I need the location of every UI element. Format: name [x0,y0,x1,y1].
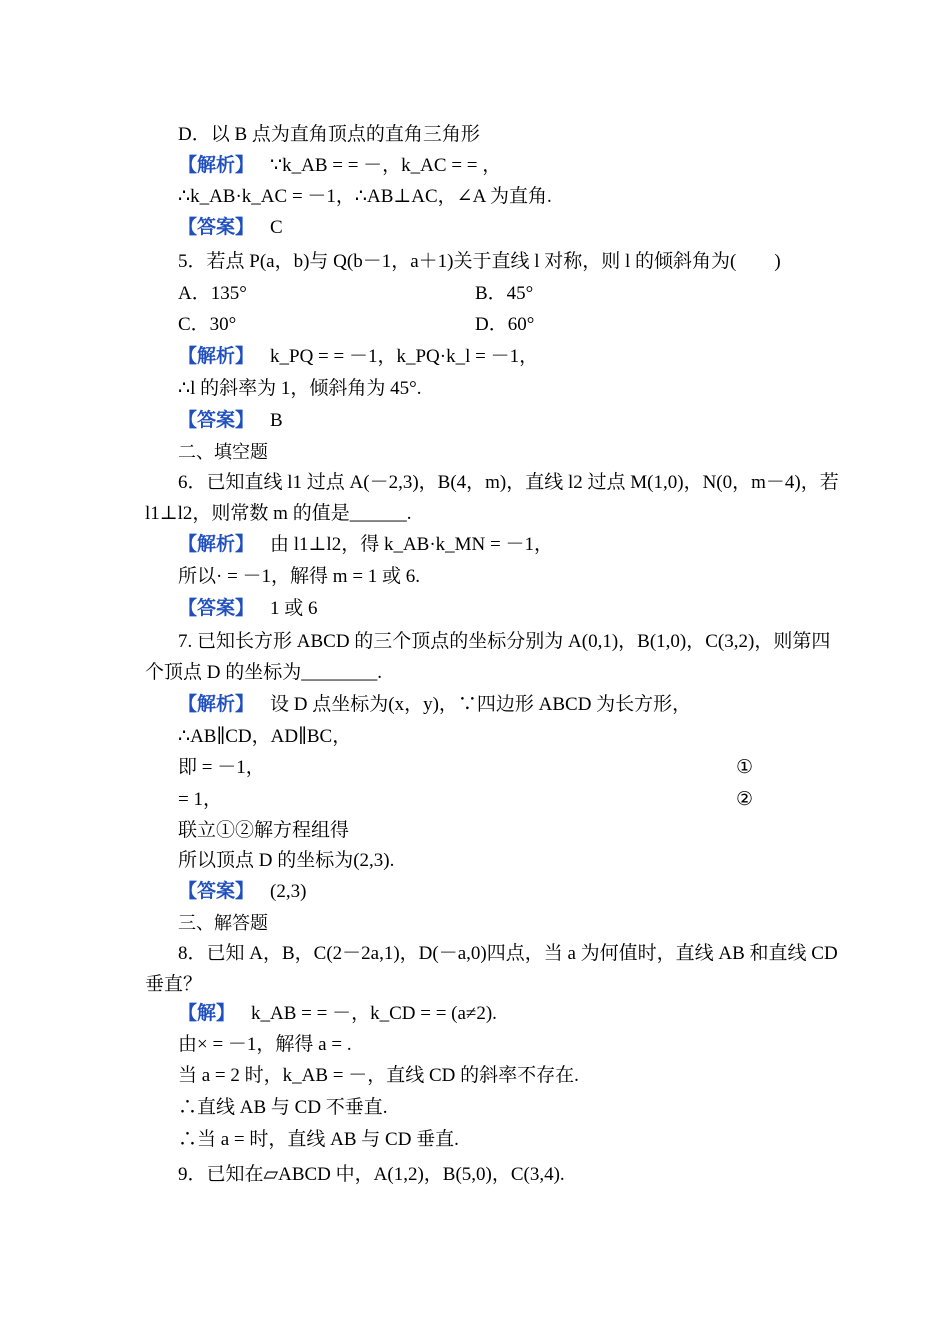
analysis-tag: 【解析】 [178,155,255,176]
q8-solution-line-1: 【解】 k_AB = = －，k_CD = = (a≠2). [178,1003,497,1024]
q6-answer: 【答案】 1 或 6 [178,598,318,619]
q4-analysis-line-2: ∴k_AB·k_AC = －1，∴AB⊥AC，∠A 为直角. [178,186,552,207]
q6-stem-line-1: 6．已知直线 l1 过点 A(－2,3)，B(4，m)，直线 l2 过点 M(1,0)，N(0，m－4)，若 [178,472,839,493]
solution-tag: 【解】 [178,1003,236,1024]
q7-analysis-line-3: 联立①②解方程组得 [178,820,350,841]
q5-options-row-2 [178,309,810,340]
q5-options-row-1 [178,278,810,309]
answer-tag: 【答案】 [178,410,255,431]
section-solve-heading: 三、解答题 [178,913,268,934]
answer-tag: 【答案】 [178,598,255,619]
eq1-marker: ① [735,757,753,778]
section-fill-in-heading: 二、填空题 [178,442,268,463]
q8-solution-line-5: ∴当 a = 时，直线 AB 与 CD 垂直. [178,1129,459,1150]
analysis-tag: 【解析】 [178,534,255,555]
analysis-tag: 【解析】 [178,346,255,367]
q7-analysis-line-1: 【解析】 设 D 点坐标为(x，y)，∵四边形 ABCD 为长方形， [178,694,692,715]
q5-option-b: B．45° [475,283,534,304]
q7-analysis-line-2: ∴AB∥CD，AD∥BC， [178,726,352,747]
q5-analysis-line-1: 【解析】 k_PQ = = －1，k_PQ·k_l = －1， [178,346,539,367]
q7-equation-1: 即 = －1， ① [178,752,810,783]
q6-analysis-line-1: 【解析】 由 l1⊥l2，得 k_AB·k_MN = －1， [178,534,553,555]
q5-option-d: D．60° [475,314,535,335]
analysis-tag: 【解析】 [178,694,255,715]
q7-stem-line-2: 个顶点 D 的坐标为________. [145,662,382,683]
q5-option-c: C．30° [178,314,237,335]
q8-solution-line-2: 由× = －1，解得 a = . [178,1034,352,1055]
q7-answer: 【答案】 (2,3) [178,881,307,902]
q7-equation-2: = 1， ② [178,784,810,815]
q9-stem: 9．已知在▱ABCD 中，A(1,2)，B(5,0)，C(3,4). [178,1164,565,1185]
q6-stem-line-2: l1⊥l2，则常数 m 的值是______. [145,503,412,524]
q8-solution-line-3: 当 a = 2 时，k_AB = －，直线 CD 的斜率不存在. [178,1065,579,1086]
q8-stem-line-1: 8．已知 A，B，C(2－2a,1)，D(－a,0)四点，当 a 为何值时，直线 AB 和直线 CD [178,943,838,964]
q5-answer: 【答案】 B [178,410,283,431]
answer-tag: 【答案】 [178,217,255,238]
q4-option-d: D．以 B 点为直角顶点的直角三角形 [178,124,480,145]
q5-analysis-line-2: ∴l 的斜率为 1，倾斜角为 45°. [178,378,422,399]
q5-stem: 5．若点 P(a，b)与 Q(b－1，a＋1)关于直线 l 对称，则 l 的倾斜角为( ) [178,251,781,272]
q7-analysis-line-4: 所以顶点 D 的坐标为(2,3). [178,850,395,871]
q5-option-a: A．135° [178,283,247,304]
q6-analysis-line-2: 所以· = －1，解得 m = 1 或 6. [178,566,421,587]
q7-stem-line-1: 7. 已知长方形 ABCD 的三个顶点的坐标分别为 A(0,1)，B(1,0)，C(3,2)，则第四 [178,631,831,652]
q4-answer: 【答案】 C [178,217,283,238]
answer-tag: 【答案】 [178,881,255,902]
q4-analysis-line-1: 【解析】 ∵k_AB = = －，k_AC = = ， [178,155,502,176]
q8-stem-line-2: 垂直？ [145,974,203,995]
eq2-marker: ② [735,789,753,810]
q8-solution-line-4: ∴直线 AB 与 CD 不垂直. [178,1097,388,1118]
